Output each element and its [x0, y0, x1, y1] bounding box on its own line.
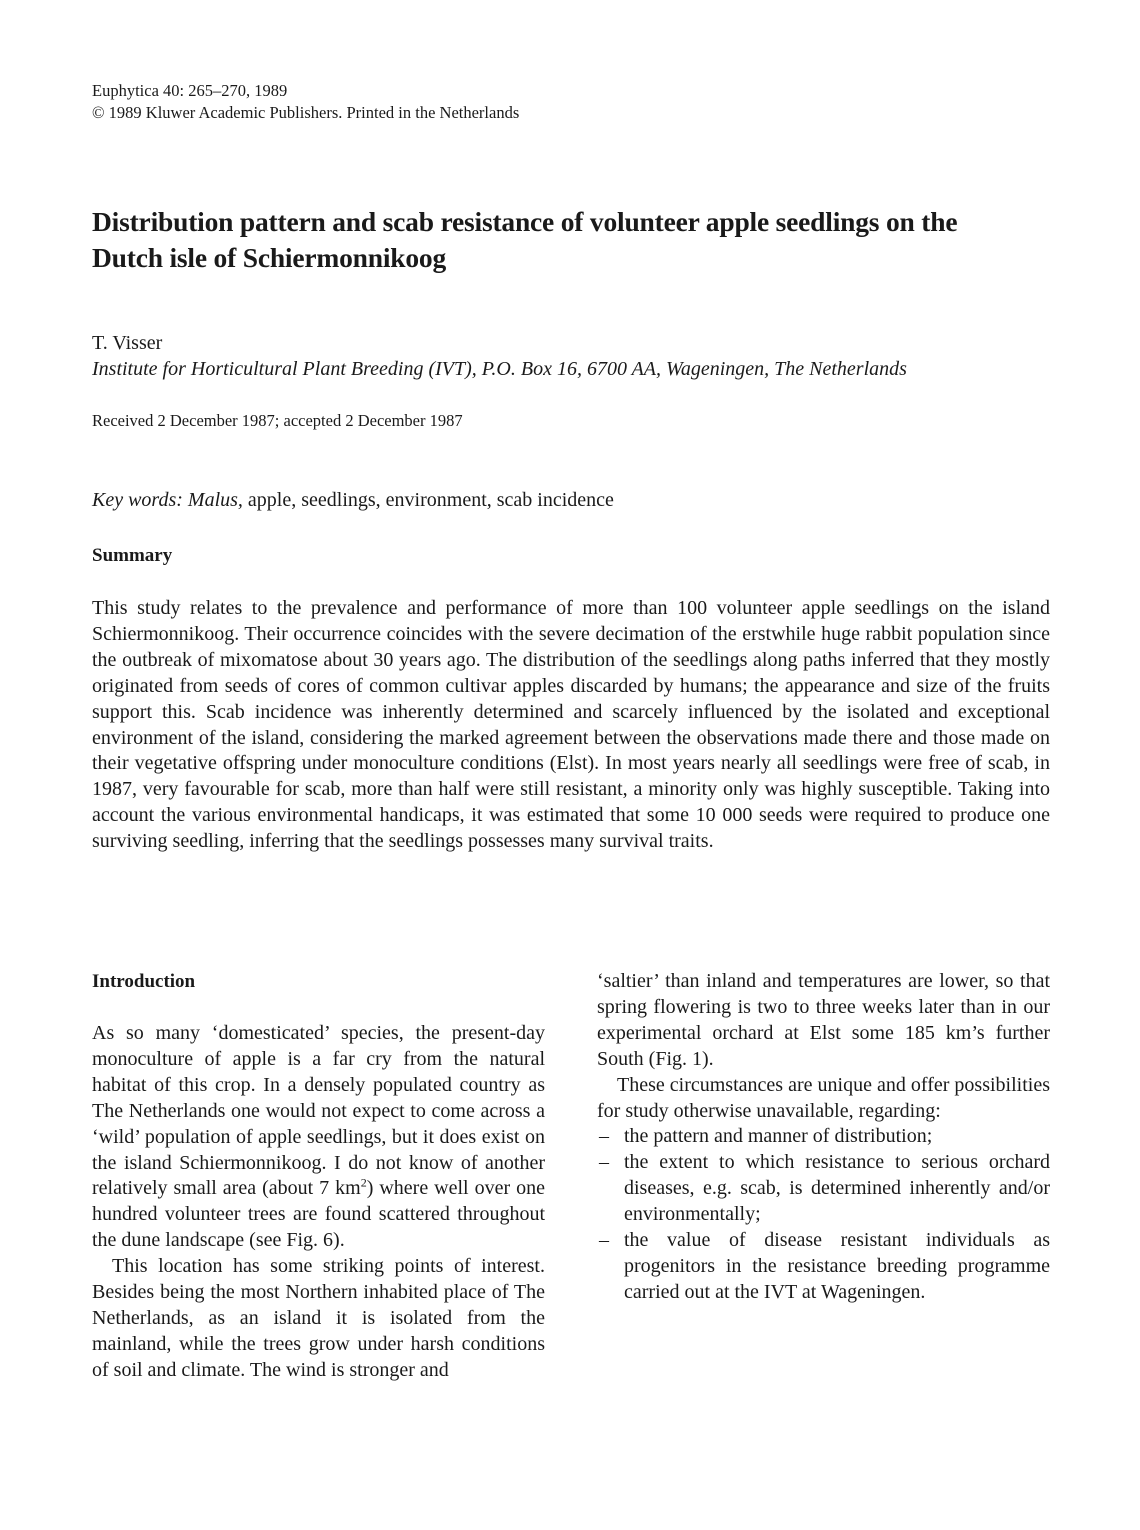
journal-citation: Euphytica 40: 265–270, 1989 [92, 81, 288, 100]
keywords-malus: Malus, [187, 489, 243, 511]
list-item [597, 1228, 1050, 1306]
list-item [597, 1124, 1050, 1150]
introduction-heading: Introduction [92, 971, 196, 992]
received-date: Received 2 December 1987; accepted 2 December 1987 [92, 411, 463, 430]
intro-paragraph-1 [92, 1021, 545, 1254]
intro-paragraph-3: These circumstances are unique and offer possibilities for study otherwise unavailable, regarding: [597, 1073, 1050, 1122]
keywords-list: apple, seedlings, environment, scab incidence [242, 489, 614, 511]
intro-paragraph-1-text-a: As so many ‘domesticated’ species, the present-day monoculture of apple is a far cry from the natural habitat of this crop. In a densely populated country as The Netherlands one would not expect to come across a ‘wild’ population of apple seedlings, but it does exist on the island Schiermonnikoog. I do not know of another relatively small area (about 7 km [92, 1022, 545, 1200]
keywords-label: Key words: [92, 489, 183, 511]
dash-marker: – [599, 1229, 609, 1252]
intro-paragraph-1-text-b: ) where well over one hundred volunteer trees are found scattered throughout the dune landscape (see Fig. 6). [92, 1177, 545, 1252]
journal-header [92, 80, 519, 124]
dash-marker: – [599, 1151, 609, 1174]
summary-text: This study relates to the prevalence and performance of more than 100 volunteer apple seedlings on the island Schiermonnikoog. Their occurrence coincides with the severe decimation of the erstwhile huge rabbit population since the outbreak of mixomatose about 30 years ago. The distribution of the seedlings along paths inferred that they mostly originated from seeds of cores of common cultivar apples discarded by humans; the appearance and size of the fruits support this. Scab incidence was inherently determined and scarcely influenced by the isolated and exceptional environment of the island, considering the marked agreement between the observations made there and those made on their vegetative offspring under monoculture conditions (Elst). In most years nearly all seedlings were free of scab, in 1987, very favourable for scab, more than half were still resistant, a minority only was highly susceptible. Taking into account the various environmental handicaps, it was estimated that some 10 000 seeds were required to produce one surviving seedling, inferring that the seedlings possesses many survival traits. [92, 597, 1050, 853]
intro-paragraph-2: This location has some striking points of interest. Besides being the most Northern inhabited place of The Netherlands, as an island it is isolated from the mainland, while the trees grow under harsh conditions of soil and climate. The wind is stronger and [92, 1255, 545, 1381]
study-aims-list [597, 1124, 1050, 1305]
list-item-text: the extent to which resistance to serious orchard diseases, e.g. scab, is determined inherently and/or environmentally; [624, 1151, 1050, 1226]
paper-title-line-1: Distribution pattern and scab resistance of volunteer apple seedlings on the [92, 206, 958, 237]
right-column [597, 969, 1050, 1306]
left-column [92, 969, 545, 1384]
paper-title-line-2: Dutch isle of Schiermonnikoog [92, 242, 447, 273]
list-item [597, 1150, 1050, 1228]
author-affiliation: Institute for Horticultural Plant Breeding (IVT), P.O. Box 16, 6700 AA, Wageningen, The Netherlands [92, 358, 907, 380]
paper-title [92, 204, 1052, 276]
keywords [92, 488, 614, 512]
list-item-text: the pattern and manner of distribution; [624, 1125, 933, 1148]
dash-marker: – [599, 1125, 609, 1148]
summary-heading: Summary [92, 545, 173, 566]
superscript-2: 2 [360, 1175, 367, 1190]
list-item-text: the value of disease resistant individuals as progenitors in the resistance breeding programme carried out at the IVT at Wageningen. [624, 1229, 1050, 1303]
intro-paragraph-2-continued: ‘saltier’ than inland and temperatures are lower, so that spring flowering is two to three weeks later than in our experimental orchard at Elst some 185 km’s further South (Fig. 1). [597, 970, 1050, 1070]
author-name: T. Visser [92, 332, 163, 354]
copyright-line: © 1989 Kluwer Academic Publishers. Printed in the Netherlands [92, 103, 520, 122]
